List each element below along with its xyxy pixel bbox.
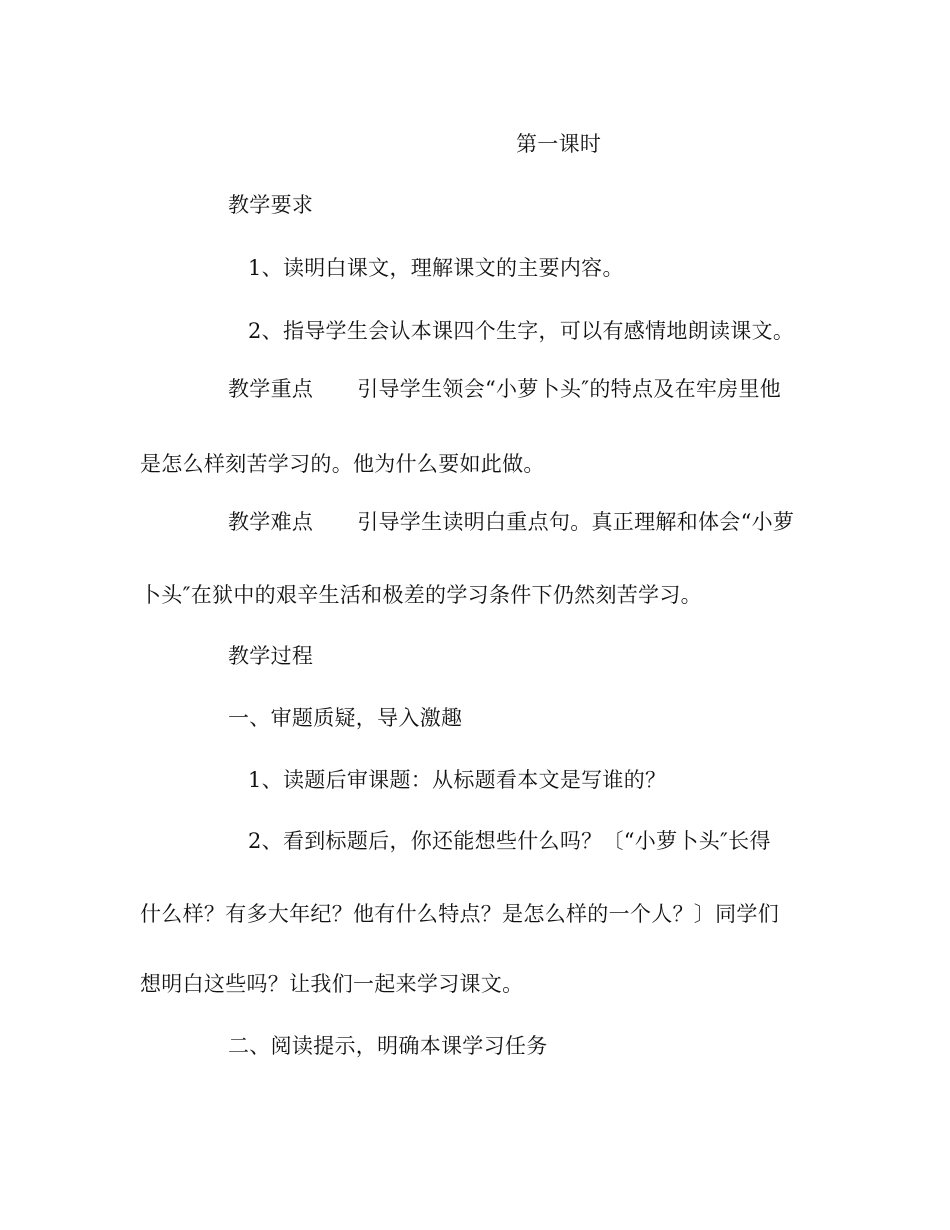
requirements-heading: 教学要求: [228, 193, 314, 217]
difficult-point-label: 教学难点: [228, 510, 314, 534]
section-1-item-2-line-2: 什么样？有多大年纪？他有什么特点？是怎么样的一个人？〕同学们: [140, 902, 779, 926]
key-point-line-2: 是怎么样刻苦学习的。他为什么要如此做。: [140, 452, 545, 476]
page-title: 第一课时: [516, 132, 602, 156]
key-point-text: 引导学生领会“小萝卜头″的特点及在牢房里他: [357, 377, 782, 401]
requirement-item-1: 1、读明白课文，理解课文的主要内容。: [248, 256, 624, 280]
requirement-item-2: 2、指导学生会认本课四个生字，可以有感情地朗读课文。: [248, 319, 795, 343]
key-point-label: 教学重点: [228, 377, 314, 401]
process-heading: 教学过程: [228, 644, 314, 668]
section-1-item-2-line-3: 想明白这些吗？让我们一起来学习课文。: [140, 972, 524, 996]
difficult-point-line-2: 卜头″在狱中的艰辛生活和极差的学习条件下仍然刻苦学习。: [140, 583, 702, 607]
key-point-line-1: [228, 375, 781, 403]
section-2-title: 二、阅读提示，明确本课学习任务: [228, 1034, 548, 1058]
section-1-item-1: 1、读题后审课题：从标题看本文是写谁的？: [248, 768, 667, 792]
section-1-item-2-line-1: 2、看到标题后，你还能想些什么吗？〔“小萝卜头″长得: [248, 829, 771, 853]
difficult-point-line-1: [228, 508, 794, 536]
difficult-point-text: 引导学生读明白重点句。真正理解和体会“小萝: [357, 510, 795, 534]
section-1-title: 一、审题质疑，导入激趣: [228, 706, 463, 730]
